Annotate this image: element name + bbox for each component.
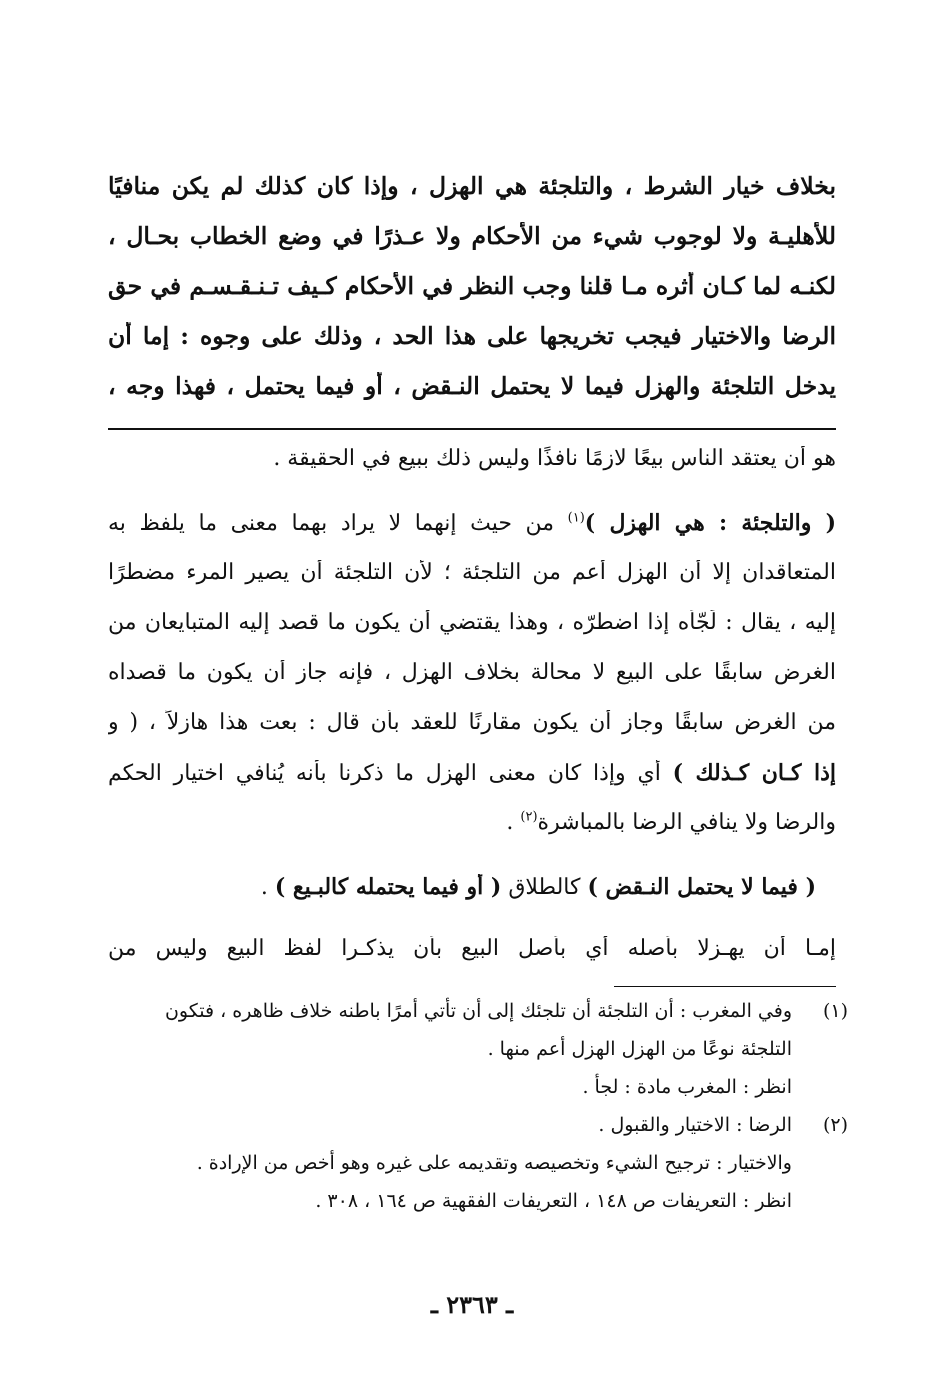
footnote-number: (٢) bbox=[822, 1114, 848, 1136]
bold-phrase: إذا كـان كـذلك ) bbox=[672, 760, 836, 786]
footnote-divider bbox=[614, 986, 836, 987]
footnote-line: وفي المغرب : أن التلجئة أن تلجئك إلى أن تأتي أمرًا باطنه خلاف ظاهره ، فتكون bbox=[164, 1000, 792, 1022]
commentary-line: من الغرض سابقًا وجاز أن يكون مقارنًا للعقد بأن قال : بعت هذا هازلاً ، ( و bbox=[108, 710, 836, 735]
footnote-line: والاختيار : ترجيح الشيء وتخصيصه وتقديمه على غيره وهو أخص من الإرادة . bbox=[196, 1152, 792, 1174]
bold-phrase: ( والتلجئة : هي الهزل ) bbox=[584, 510, 836, 536]
footnote-ref: (١) bbox=[567, 510, 585, 526]
commentary-text: والرضا ولا ينافي الرضا بالمباشرة bbox=[537, 810, 836, 835]
main-text-line: يدخل التلجئة والهزل فيما لا يحتمل النـقض ، أو فيما يحتمل ، فهذا وجه ، bbox=[108, 372, 836, 400]
commentary-text: أي وإذا كان معنى الهزل ما ذكرنا بأنه يُنافي اختيار الحكم bbox=[108, 761, 673, 786]
commentary-text: . bbox=[260, 875, 275, 900]
commentary-line: الغرض سابقًا على البيع لا محالة بخلاف الهزل ، فإنه جاز أن يكون ما قصداه bbox=[108, 660, 836, 685]
commentary-text: كالطلاق bbox=[501, 875, 588, 900]
section-divider bbox=[108, 428, 836, 430]
commentary-line: المتعاقدان إلا أن الهزل أعم من التلجئة ؛ لأن التلجئة أن يصير المرء مضطرًا bbox=[108, 560, 836, 585]
main-text-line: بخلاف خيار الشرط ، والتلجئة هي الهزل ، وإذا كان كذلك لم يكن منافيًا bbox=[108, 172, 836, 200]
footnote-line: انظر : المغرب مادة : لجأ . bbox=[582, 1076, 792, 1098]
footnote-number: (١) bbox=[822, 1000, 848, 1022]
bold-phrase: ( فيما لا يحتمل النـقض ) bbox=[587, 874, 816, 900]
commentary-text: . bbox=[506, 810, 521, 835]
footnote-line: الرضا : الاختيار والقبول . bbox=[598, 1114, 792, 1136]
commentary-line: هو أن يعتقد الناس بيعًا لازمًا نافذًا وليس ذلك ببيع في الحقيقة . bbox=[273, 446, 836, 471]
main-text-line: للأهليـة ولا لوجوب شيء من الأحكام ولا عـذرًا في وضع الخطاب بحـال ، bbox=[108, 222, 836, 250]
commentary-line bbox=[108, 760, 836, 786]
footnote-ref: (٢) bbox=[520, 810, 538, 825]
commentary-line: إليه ، يقال : لَجّأه إذا اضطرّه ، وهذا يقتضي أن يكون ما قصد إليه المتبايعان من bbox=[108, 610, 836, 635]
page-number: ـ ٢٣٦٣ ـ bbox=[430, 1290, 514, 1319]
commentary-text: من حيث إنهما لا يراد بهما معنى ما يلفظ به bbox=[108, 511, 568, 536]
commentary-line: إمـا أن يهـزلا بأصله أي بأصل البيع بأن يذكـرا لفظ البيع وليس من bbox=[108, 936, 836, 961]
footnote-line: التلجئة نوعًا من الهزل الهزل أعم منها . bbox=[487, 1038, 792, 1060]
commentary-line bbox=[108, 510, 836, 536]
bold-phrase: ( أو فيما يحتمله كالبـيع ) bbox=[274, 874, 502, 900]
main-text-line: الرضا والاختيار فيجب تخريجها على هذا الحد ، وذلك على وجوه : إما أن bbox=[108, 322, 836, 350]
footnote-line: انظر : التعريفات ص ١٤٨ ، التعريفات الفقهية ص ١٦٤ ، ٣٠٨ . bbox=[315, 1190, 792, 1212]
commentary-line bbox=[108, 810, 836, 835]
commentary-line bbox=[88, 874, 816, 900]
main-text-line: لكنـه لما كـان أثره مـا قلنا وجب النظر في الأحكام كـيف تـنـقـسـم في حق bbox=[108, 272, 836, 300]
